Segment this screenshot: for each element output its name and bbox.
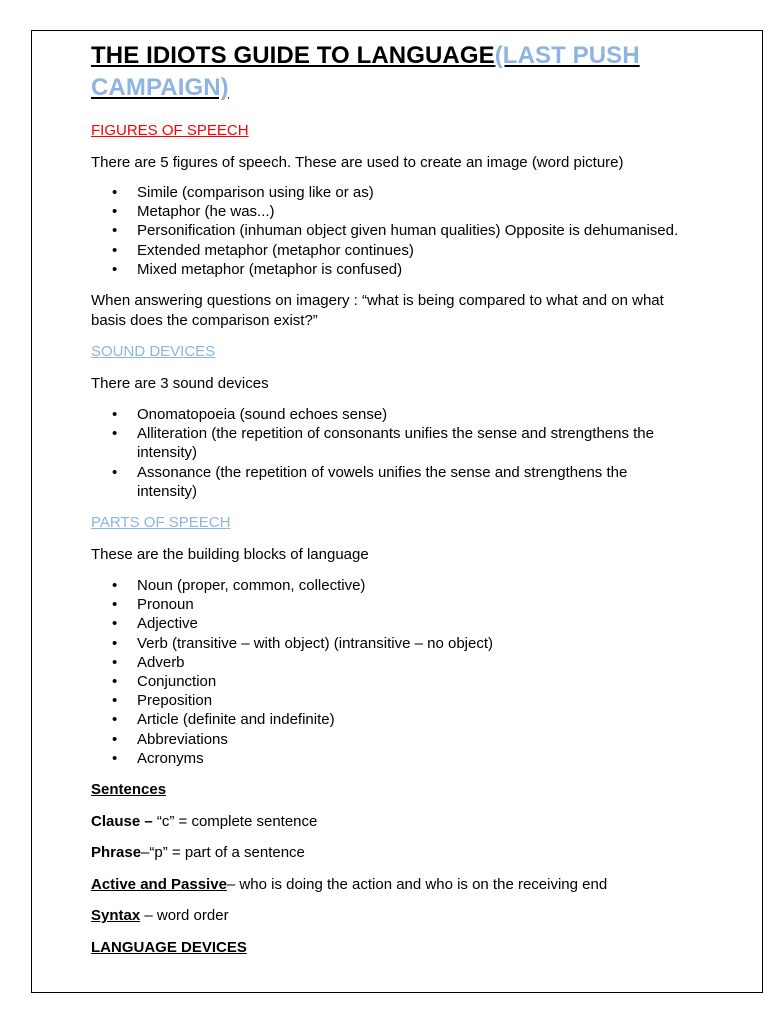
- parts-intro: These are the building blocks of language: [91, 545, 369, 563]
- list-item: • Onomatopoeia (sound echoes sense): [91, 405, 691, 424]
- heading-figures-of-speech: FIGURES OF SPEECH: [91, 122, 249, 139]
- heading-sound-devices: SOUND DEVICES: [91, 343, 216, 361]
- heading-parts-of-speech: PARTS OF SPEECH: [91, 514, 231, 532]
- phrase-definition: Phrase–“p” = part of a sentence: [91, 844, 305, 862]
- list-item: • Extended metaphor (metaphor continues): [91, 241, 691, 260]
- title-accent: (LAST PUSH CAMPAIGN): [91, 42, 640, 101]
- syntax-definition: Syntax – word order: [91, 907, 229, 925]
- figures-intro: There are 5 figures of speech. These are used to create an image (word picture): [91, 153, 624, 171]
- list-item: • Preposition: [91, 691, 691, 710]
- list-item: • Assonance (the repetition of vowels unifies the sense and strengthens the intensity): [91, 463, 691, 501]
- list-item: • Mixed metaphor (metaphor is confused): [91, 260, 691, 279]
- sound-list: [91, 405, 691, 501]
- figures-list: [91, 183, 691, 279]
- list-item: • Conjunction: [91, 672, 691, 691]
- list-item: • Personification (inhuman object given human qualities) Opposite is dehumanised.: [91, 221, 691, 240]
- parts-list: [91, 576, 691, 768]
- page-title: THE IDIOTS GUIDE TO LANGUAGE(LAST PUSH CAMPAIGN): [91, 42, 640, 101]
- heading-sentences: Sentences: [91, 781, 167, 799]
- heading-language-devices: LANGUAGE DEVICES: [91, 938, 247, 956]
- list-item: • Metaphor (he was...): [91, 202, 691, 221]
- list-item: • Simile (comparison using like or as): [91, 183, 691, 202]
- list-item: • Verb (transitive – with object) (intransitive – no object): [91, 634, 691, 653]
- sound-intro: There are 3 sound devices: [91, 374, 269, 392]
- list-item: • Pronoun: [91, 595, 691, 614]
- imagery-note: When answering questions on imagery : “what is being compared to what and on what basis does the comparison exist?”: [91, 292, 664, 329]
- list-item: • Noun (proper, common, collective): [91, 576, 691, 595]
- clause-definition: Clause – “c” = complete sentence: [91, 812, 318, 830]
- list-item: • Abbreviations: [91, 730, 691, 749]
- list-item: • Adverb: [91, 653, 691, 672]
- document-body: [91, 40, 691, 957]
- list-item: • Acronyms: [91, 749, 691, 768]
- list-item: • Alliteration (the repetition of consonants unifies the sense and strengthens the intensity): [91, 424, 691, 462]
- list-item: • Adjective: [91, 614, 691, 633]
- list-item: • Article (definite and indefinite): [91, 710, 691, 729]
- active-passive-definition: Active and Passive– who is doing the action and who is on the receiving end: [91, 875, 608, 893]
